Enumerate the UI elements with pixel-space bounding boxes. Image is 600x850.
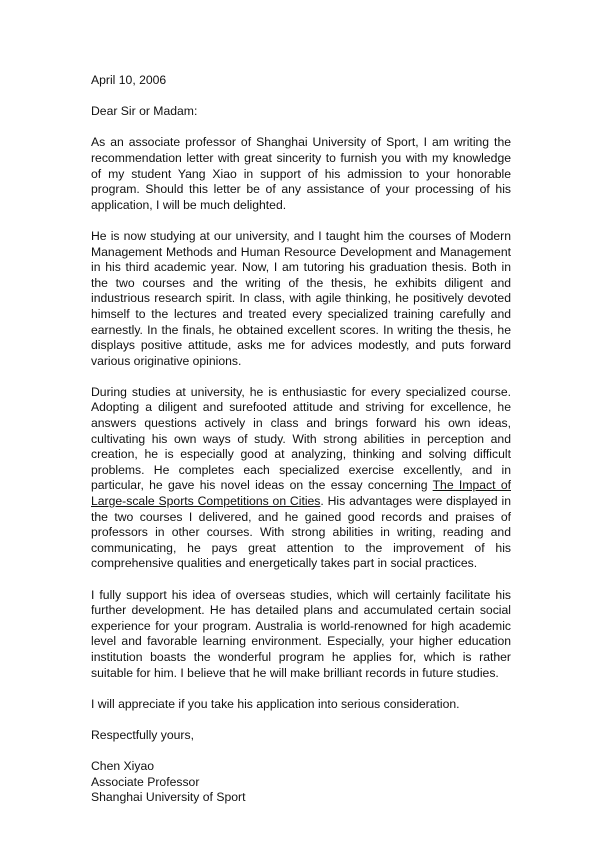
paragraph-studies-text-before: During studies at university, he is enthusiastic for every specialized course. Adopting a diligent and surefooted attitude and striving for excellence, he answers questions actively in class and brings forward his own ideas, cultivating his own ways of study. With strong abilities in perception and creation, he is especially good at analyzing, thinking and solving difficult problems. He completes each specialized exercise excellently, and in particular, he gave his novel ideas on the essay concerning [91,384,511,493]
paragraph-support: I fully support his idea of overseas studies, which will certainly facilitate his further development. He has detailed plans and accumulated certain social experience for your program. Australia is world-renowned for high academic level and favorable learning environment. Especially, your higher education institution boasts the wonderful program he applies for, which is rather suitable for him. I believe that he will make brilliant records in future studies. [91,587,511,680]
paragraph-studies-text-after: . His advantages were displayed in the two courses I delivered, and he gained good records and praises of professors in other courses. With strong abilities in writing, reading and communicating, he pays great attention to the improvement of his comprehensive qualities and energetically takes part in social practices. [91,494,511,571]
essay-title-link[interactable]: The Impact of Large-scale Sports Competitions on Cities [91,478,511,509]
signature-institution: Shanghai University of Sport [91,790,246,805]
letter-salutation: Dear Sir or Madam: [91,104,198,119]
letter-body [91,73,511,822]
paragraph-appreciation: I will appreciate if you take his application into serious consideration. [91,696,460,711]
signature-name: Chen Xiyao [91,759,155,774]
paragraph-introduction: As an associate professor of Shanghai University of Sport, I am writing the recommendation letter with great sincerity to furnish you with my knowledge of my student Yang Xiao in support of his admission to your honorable program. Should this letter be of any assistance of your processing of his application, I will be much delighted. [91,135,511,212]
paragraph-studies [91,385,511,572]
paragraph-courses: He is now studying at our university, and I taught him the courses of Modern Management Methods and Human Resource Development and Management in his third academic year. Now, I am tutoring his graduation thesis. Both in the two courses and the writing of the thesis, he exhibits diligent and industrious research spirit. In class, with agile thinking, he positively devoted himself to the lectures and treated every specialized training carefully and earnestly. In the finals, he obtained excellent scores. In writing the thesis, he displays positive attitude, asks me for advices modestly, and puts forward various originative opinions. [91,228,511,368]
signature-title: Associate Professor [91,774,200,789]
letter-date: April 10, 2006 [91,73,167,87]
signature-block [91,759,511,806]
letter-closing: Respectfully yours, [91,727,194,742]
